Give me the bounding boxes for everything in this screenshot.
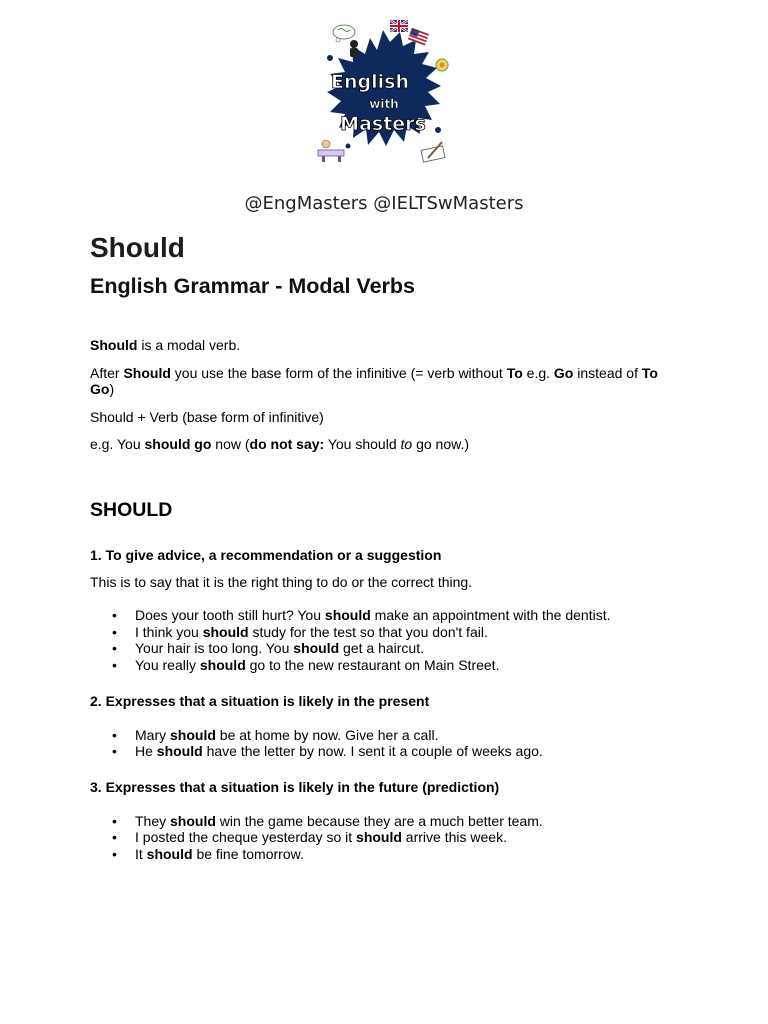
- logo-text-english: English: [331, 71, 409, 93]
- logo-graphic: [308, 18, 458, 170]
- example-list: [90, 607, 690, 673]
- logo-text-with: with: [369, 97, 399, 111]
- list-item: • Mary should be at home by now. Give her a call.: [112, 726, 439, 743]
- student-writing-icon: [318, 140, 344, 162]
- list-item: • They should win the game because they are a much better team.: [112, 812, 543, 829]
- usage-section-2: [90, 693, 690, 760]
- bullet-icon: •: [112, 656, 117, 673]
- intro-paragraph-1: Should is a modal verb.: [90, 337, 241, 353]
- bullet-icon: •: [112, 640, 117, 656]
- bullet-icon: •: [112, 623, 117, 640]
- uk-flag-icon: [390, 20, 408, 32]
- intro-paragraph-4: e.g. You should go now (do not say: You should to go now.): [90, 436, 470, 452]
- bullet-icon: •: [112, 726, 117, 743]
- usage-intro: This is to say that it is the right thing to do or the correct thing.: [90, 573, 473, 590]
- logo-text-masters: Masters: [340, 113, 426, 135]
- page-subtitle: English Grammar - Modal Verbs: [90, 274, 415, 298]
- bullet-icon: •: [112, 812, 117, 829]
- intro-section: [90, 337, 670, 453]
- person-icon: [350, 40, 358, 57]
- list-item: • I think you should study for the test so that you don't fail.: [112, 623, 488, 640]
- usage-section-1: [90, 547, 690, 673]
- bullet-icon: •: [112, 829, 117, 845]
- list-item: • Does your tooth still hurt? You should make an appointment with the dentist.: [112, 607, 611, 623]
- usage-heading: 3. Expresses that a situation is likely in the future (prediction): [90, 779, 500, 795]
- speech-bubble-icon: [333, 25, 355, 42]
- bullet-icon: •: [112, 743, 117, 759]
- list-item: • He should have the letter by now. I sent it a couple of weeks ago.: [112, 743, 543, 759]
- list-item: • I posted the cheque yesterday so it should arrive this week.: [112, 829, 507, 845]
- bullet-icon: •: [112, 607, 117, 623]
- page-title: Should: [90, 232, 185, 263]
- example-list: [90, 813, 690, 863]
- english-with-masters-logo: [308, 18, 458, 170]
- paper-pen-icon: [421, 142, 445, 162]
- example-list: [90, 727, 690, 760]
- social-handles: @EngMasters @IELTSwMasters: [244, 193, 524, 214]
- section-heading: SHOULD: [90, 499, 173, 521]
- flower-icon: [436, 59, 448, 71]
- bullet-icon: •: [112, 845, 117, 862]
- usage-heading: 2. Expresses that a situation is likely in the present: [90, 693, 430, 709]
- usage-heading: 1. To give advice, a recommendation or a suggestion: [90, 547, 442, 563]
- intro-paragraph-3: Should + Verb (base form of infinitive): [90, 408, 324, 425]
- list-item: • It should be fine tomorrow.: [112, 845, 304, 862]
- list-item: • You really should go to the new restaurant on Main Street.: [112, 656, 500, 673]
- list-item: • Your hair is too long. You should get a haircut.: [112, 640, 424, 656]
- usage-section-3: [90, 779, 690, 862]
- intro-paragraph-2: After Should you use the base form of the infinitive (= verb without To e.g. Go instead of To Go): [90, 364, 658, 397]
